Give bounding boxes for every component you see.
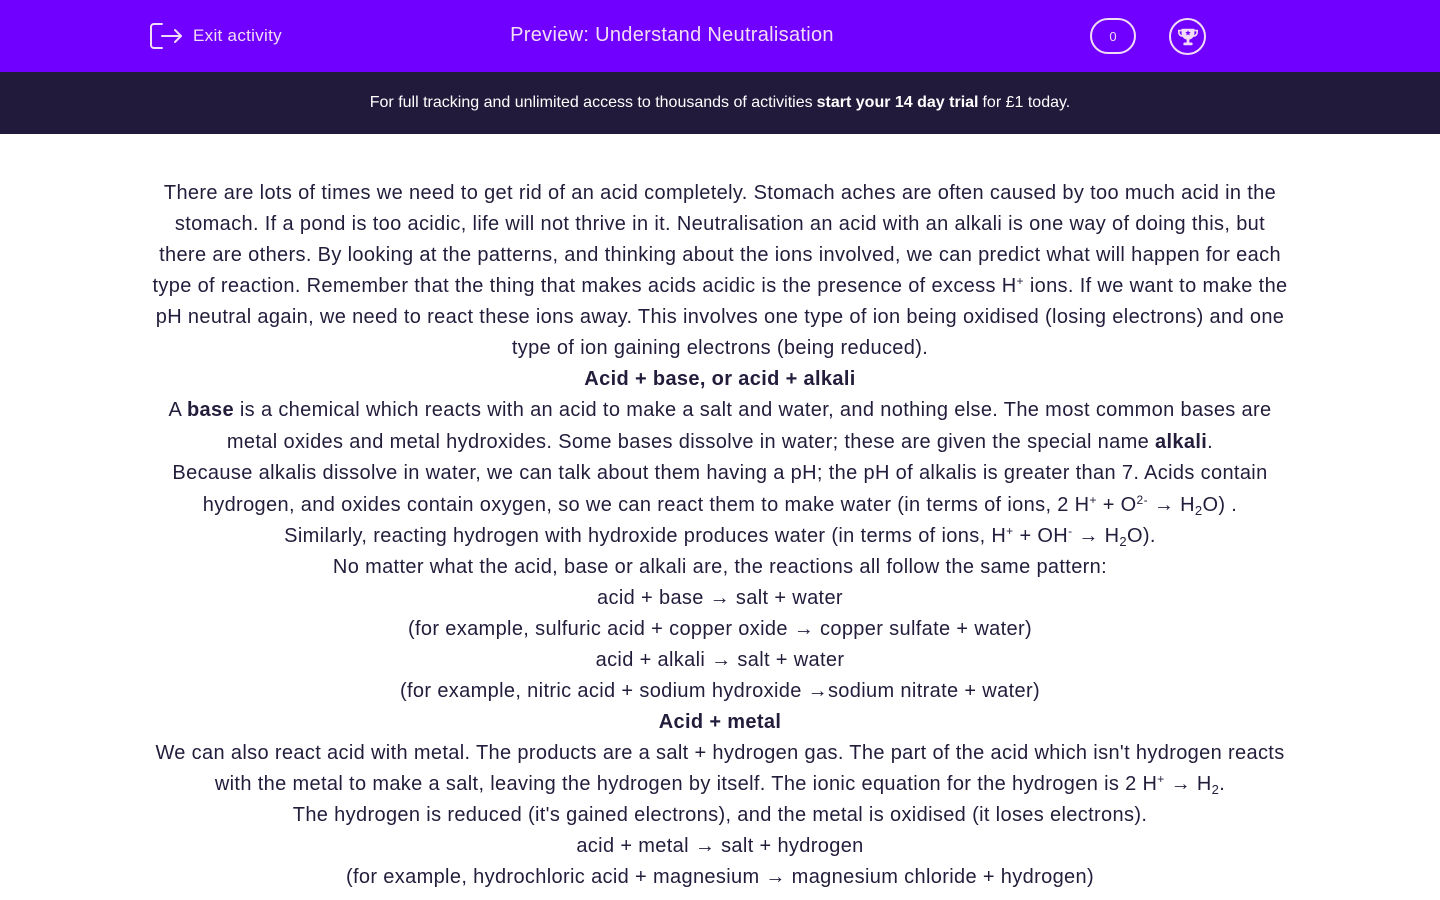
- trophy-icon: [1177, 26, 1199, 48]
- example-acid-metal: (for example, hydrochloric acid + magnesium → magnesium chloride + hydrogen): [345, 866, 1095, 888]
- alkali-ph-paragraph: Because alkalis dissolve in water, we can talk about them having a pH; the pH of alkalis is greater than 7. Acids contain hydrogen, and oxides contain oxygen, so we can react them to make water (in terms of ions, 2 $H^+ + O^{2-} \to H_2O$) .: [172, 462, 1268, 518]
- pattern-intro: No matter what the acid, base or alkali are, the reactions all follow the same pattern:: [332, 556, 1108, 578]
- score-badge: [1090, 18, 1136, 54]
- equation-acid-alkali: acid + alkali → salt + water: [595, 649, 845, 671]
- trophy-button[interactable]: [1169, 18, 1206, 55]
- base-definition-paragraph: A base is a chemical which reacts with an acid to make a salt and water, and nothing else. The most common bases are metal oxides and metal hydroxides. Some bases dissolve in water; these are given the special name alkali.: [168, 399, 1272, 453]
- banner-text: For full tracking and unlimited access to thousands of activities: [369, 94, 813, 111]
- top-bar: [0, 0, 1440, 72]
- section-heading-acid-metal: Acid + metal: [658, 711, 782, 733]
- banner-text-end: for £1 today.: [982, 94, 1071, 111]
- score-value: 0: [1109, 28, 1117, 44]
- trial-banner: [0, 72, 1440, 134]
- equation-acid-base: acid + base → salt + water: [597, 587, 843, 609]
- start-trial-link[interactable]: start your 14 day trial: [816, 94, 979, 111]
- lesson-content: [150, 178, 1290, 893]
- redox-paragraph: The hydrogen is reduced (it's gained electrons), and the metal is oxidised (it loses electrons).: [292, 804, 1148, 826]
- exit-activity-label: Exit activity: [193, 26, 282, 45]
- term-alkali: alkali: [1155, 430, 1208, 453]
- section-heading-acid-base: Acid + base, or acid + alkali: [584, 368, 856, 390]
- example-acid-alkali: (for example, nitric acid + sodium hydroxide →sodium nitrate + water): [400, 680, 1040, 702]
- hydroxide-paragraph: Similarly, reacting hydrogen with hydroxide produces water (in terms of ions, $H^+ + OH^- \to H_2O$).: [284, 524, 1156, 549]
- page-title: Preview: Understand Neutralisation: [510, 24, 834, 46]
- example-acid-base: (for example, sulfuric acid + copper oxide → copper sulfate + water): [407, 618, 1033, 640]
- equation-acid-metal: acid + metal → salt + hydrogen: [576, 835, 864, 857]
- term-base: base: [186, 399, 234, 421]
- intro-paragraph: There are lots of times we need to get rid of an acid completely. Stomach aches are often caused by too much acid in the stomach. If a pond is too acidic, life will not thrive in it. Neutralisation an acid with an alkali is one way of doing this, but there are others. By looking at the patterns, and thinking about the ions involved, we can predict what will happen for each type of reaction. Remember that the thing that makes acids acidic is the presence of excess H+ ions. If we want to make the pH neutral again, we need to react these ions away. This involves one type of ion being oxidised (losing electrons) and one type of ion gaining electrons (being reduced).: [152, 182, 1288, 359]
- acid-metal-paragraph: We can also react acid with metal. The products are a salt + hydrogen gas. The part of the acid which isn't hydrogen reacts with the metal to make a salt, leaving the hydrogen by itself. The ionic equation for the hydrogen is 2 $H^+ \to H_2$.: [155, 742, 1285, 797]
